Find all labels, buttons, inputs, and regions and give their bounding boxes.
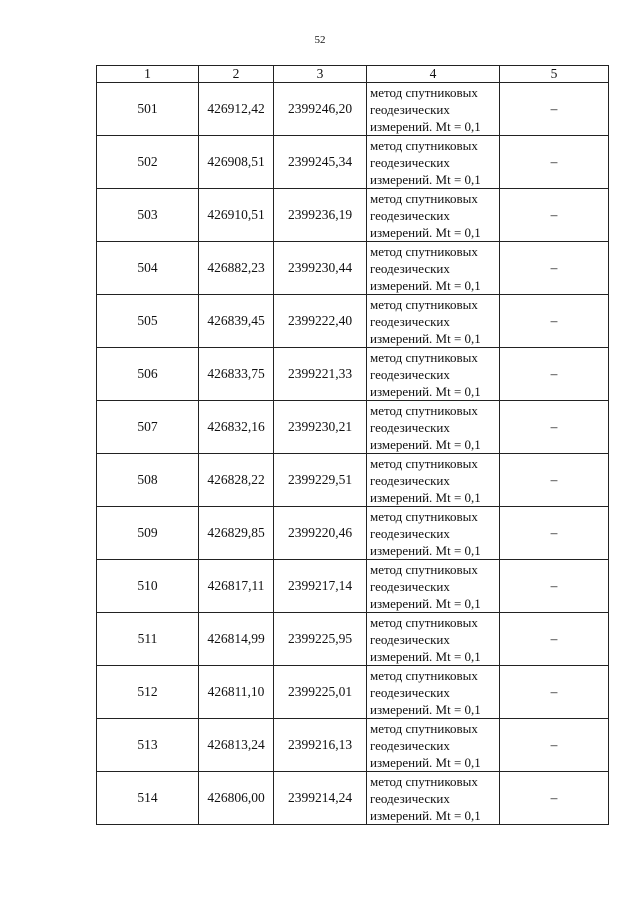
method-line-3: измерений. Mt = 0,1 bbox=[370, 754, 481, 770]
method-cell bbox=[367, 454, 500, 507]
header-col-4: 4 bbox=[367, 66, 500, 83]
table-row bbox=[97, 560, 609, 613]
y-coordinate-cell: 2399225,01 bbox=[274, 666, 367, 719]
x-coordinate-cell: 426829,85 bbox=[199, 507, 274, 560]
description-cell: – bbox=[500, 83, 609, 136]
x-coordinate-cell: 426817,11 bbox=[199, 560, 274, 613]
method-cell bbox=[367, 348, 500, 401]
point-number-cell: 511 bbox=[97, 613, 199, 666]
description-cell: – bbox=[500, 295, 609, 348]
table-row bbox=[97, 242, 609, 295]
x-coordinate-cell: 426908,51 bbox=[199, 136, 274, 189]
description-cell: – bbox=[500, 613, 609, 666]
table-row bbox=[97, 348, 609, 401]
y-coordinate-cell: 2399222,40 bbox=[274, 295, 367, 348]
table-row bbox=[97, 507, 609, 560]
method-cell bbox=[367, 666, 500, 719]
method-line-2: геодезических bbox=[370, 207, 450, 223]
point-number-cell: 502 bbox=[97, 136, 199, 189]
y-coordinate-cell: 2399221,33 bbox=[274, 348, 367, 401]
method-line-1: метод спутниковых bbox=[370, 667, 478, 683]
point-number-cell: 510 bbox=[97, 560, 199, 613]
y-coordinate-cell: 2399214,24 bbox=[274, 772, 367, 825]
table-row bbox=[97, 83, 609, 136]
method-cell bbox=[367, 772, 500, 825]
x-coordinate-cell: 426814,99 bbox=[199, 613, 274, 666]
table-row bbox=[97, 719, 609, 772]
method-line-2: геодезических bbox=[370, 366, 450, 382]
y-coordinate-cell: 2399245,34 bbox=[274, 136, 367, 189]
method-line-3: измерений. Mt = 0,1 bbox=[370, 595, 481, 611]
method-line-1: метод спутниковых bbox=[370, 296, 478, 312]
method-line-3: измерений. Mt = 0,1 bbox=[370, 383, 481, 399]
coordinates-table bbox=[96, 65, 609, 825]
x-coordinate-cell: 426910,51 bbox=[199, 189, 274, 242]
header-col-3: 3 bbox=[274, 66, 367, 83]
point-number-cell: 504 bbox=[97, 242, 199, 295]
x-coordinate-cell: 426813,24 bbox=[199, 719, 274, 772]
method-line-3: измерений. Mt = 0,1 bbox=[370, 648, 481, 664]
method-cell bbox=[367, 613, 500, 666]
y-coordinate-cell: 2399246,20 bbox=[274, 83, 367, 136]
method-line-1: метод спутниковых bbox=[370, 137, 478, 153]
table-row bbox=[97, 613, 609, 666]
method-line-3: измерений. Mt = 0,1 bbox=[370, 171, 481, 187]
point-number-cell: 505 bbox=[97, 295, 199, 348]
method-line-2: геодезических bbox=[370, 737, 450, 753]
method-cell bbox=[367, 83, 500, 136]
y-coordinate-cell: 2399230,44 bbox=[274, 242, 367, 295]
method-line-1: метод спутниковых bbox=[370, 243, 478, 259]
description-cell: – bbox=[500, 401, 609, 454]
method-line-3: измерений. Mt = 0,1 bbox=[370, 489, 481, 505]
method-line-2: геодезических bbox=[370, 684, 450, 700]
method-line-2: геодезических bbox=[370, 472, 450, 488]
point-number-cell: 509 bbox=[97, 507, 199, 560]
point-number-cell: 514 bbox=[97, 772, 199, 825]
x-coordinate-cell: 426832,16 bbox=[199, 401, 274, 454]
point-number-cell: 513 bbox=[97, 719, 199, 772]
method-cell bbox=[367, 507, 500, 560]
method-cell bbox=[367, 719, 500, 772]
method-line-3: измерений. Mt = 0,1 bbox=[370, 224, 481, 240]
method-line-2: геодезических bbox=[370, 790, 450, 806]
x-coordinate-cell: 426833,75 bbox=[199, 348, 274, 401]
description-cell: – bbox=[500, 242, 609, 295]
method-line-2: геодезических bbox=[370, 313, 450, 329]
method-line-3: измерений. Mt = 0,1 bbox=[370, 701, 481, 717]
header-col-2: 2 bbox=[199, 66, 274, 83]
point-number-cell: 506 bbox=[97, 348, 199, 401]
method-line-1: метод спутниковых bbox=[370, 614, 478, 630]
method-line-3: измерений. Mt = 0,1 bbox=[370, 277, 481, 293]
description-cell: – bbox=[500, 666, 609, 719]
method-line-1: метод спутниковых bbox=[370, 402, 478, 418]
x-coordinate-cell: 426912,42 bbox=[199, 83, 274, 136]
method-line-1: метод спутниковых bbox=[370, 508, 478, 524]
method-line-3: измерений. Mt = 0,1 bbox=[370, 118, 481, 134]
y-coordinate-cell: 2399229,51 bbox=[274, 454, 367, 507]
table-row bbox=[97, 772, 609, 825]
table-row bbox=[97, 666, 609, 719]
table-row bbox=[97, 189, 609, 242]
header-col-1: 1 bbox=[97, 66, 199, 83]
y-coordinate-cell: 2399225,95 bbox=[274, 613, 367, 666]
method-cell bbox=[367, 560, 500, 613]
method-line-3: измерений. Mt = 0,1 bbox=[370, 436, 481, 452]
method-cell bbox=[367, 242, 500, 295]
x-coordinate-cell: 426828,22 bbox=[199, 454, 274, 507]
method-line-1: метод спутниковых bbox=[370, 455, 478, 471]
x-coordinate-cell: 426839,45 bbox=[199, 295, 274, 348]
table-row bbox=[97, 136, 609, 189]
table-row bbox=[97, 454, 609, 507]
description-cell: – bbox=[500, 348, 609, 401]
description-cell: – bbox=[500, 719, 609, 772]
method-line-1: метод спутниковых bbox=[370, 84, 478, 100]
x-coordinate-cell: 426811,10 bbox=[199, 666, 274, 719]
method-line-2: геодезических bbox=[370, 419, 450, 435]
description-cell: – bbox=[500, 189, 609, 242]
method-cell bbox=[367, 295, 500, 348]
point-number-cell: 512 bbox=[97, 666, 199, 719]
method-cell bbox=[367, 189, 500, 242]
description-cell: – bbox=[500, 454, 609, 507]
method-line-2: геодезических bbox=[370, 101, 450, 117]
method-cell bbox=[367, 401, 500, 454]
method-line-2: геодезических bbox=[370, 631, 450, 647]
table-row bbox=[97, 295, 609, 348]
y-coordinate-cell: 2399230,21 bbox=[274, 401, 367, 454]
description-cell: – bbox=[500, 507, 609, 560]
header-col-5: 5 bbox=[500, 66, 609, 83]
y-coordinate-cell: 2399236,19 bbox=[274, 189, 367, 242]
method-line-1: метод спутниковых bbox=[370, 561, 478, 577]
y-coordinate-cell: 2399220,46 bbox=[274, 507, 367, 560]
method-line-2: геодезических bbox=[370, 578, 450, 594]
page-number: 52 bbox=[314, 34, 326, 46]
point-number-cell: 503 bbox=[97, 189, 199, 242]
y-coordinate-cell: 2399217,14 bbox=[274, 560, 367, 613]
method-line-1: метод спутниковых bbox=[370, 720, 478, 736]
description-cell: – bbox=[500, 136, 609, 189]
method-line-1: метод спутниковых bbox=[370, 349, 478, 365]
x-coordinate-cell: 426806,00 bbox=[199, 772, 274, 825]
method-line-3: измерений. Mt = 0,1 bbox=[370, 807, 481, 823]
table-row bbox=[97, 401, 609, 454]
method-line-2: геодезических bbox=[370, 154, 450, 170]
x-coordinate-cell: 426882,23 bbox=[199, 242, 274, 295]
method-line-3: измерений. Mt = 0,1 bbox=[370, 542, 481, 558]
point-number-cell: 501 bbox=[97, 83, 199, 136]
point-number-cell: 508 bbox=[97, 454, 199, 507]
method-cell bbox=[367, 136, 500, 189]
method-line-1: метод спутниковых bbox=[370, 190, 478, 206]
method-line-3: измерений. Mt = 0,1 bbox=[370, 330, 481, 346]
y-coordinate-cell: 2399216,13 bbox=[274, 719, 367, 772]
point-number-cell: 507 bbox=[97, 401, 199, 454]
method-line-2: геодезических bbox=[370, 260, 450, 276]
description-cell: – bbox=[500, 772, 609, 825]
description-cell: – bbox=[500, 560, 609, 613]
method-line-1: метод спутниковых bbox=[370, 773, 478, 789]
table-header-row bbox=[97, 66, 609, 83]
method-line-2: геодезических bbox=[370, 525, 450, 541]
